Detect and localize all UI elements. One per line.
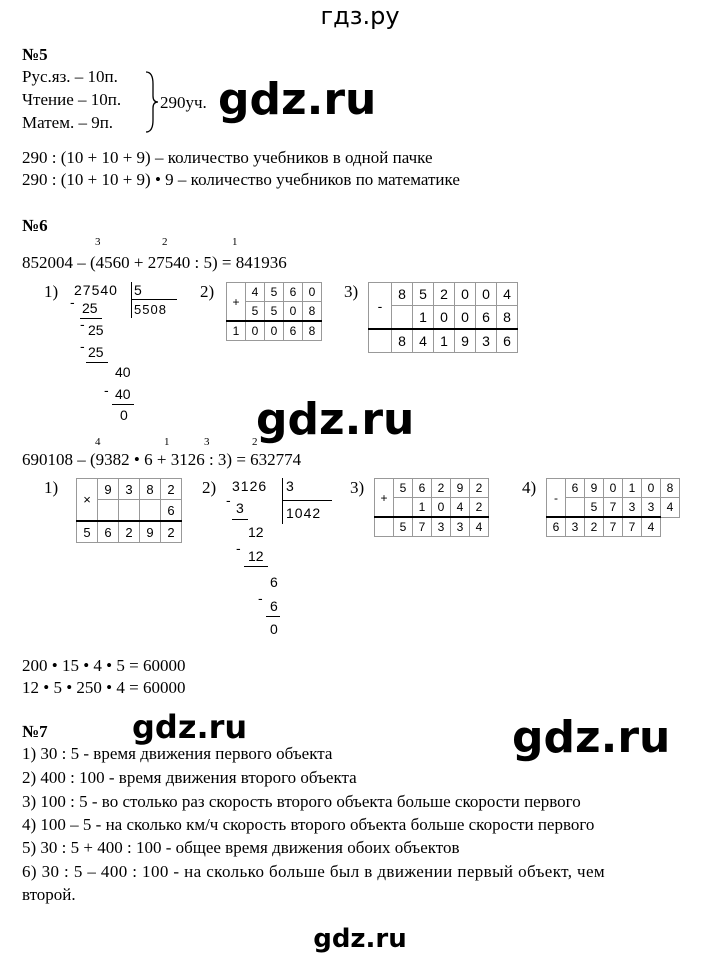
division-step: 3	[236, 500, 244, 516]
digit-cell: 2	[432, 479, 451, 498]
division-step: 6	[270, 574, 278, 590]
digit-cell: 6	[497, 329, 518, 353]
watermark: gdz.ru	[132, 708, 248, 746]
digit-cell: 2	[434, 283, 455, 306]
task5-equation-1: 290 : (10 + 10 + 9) – количество учебников в одной пачке	[22, 148, 433, 167]
task7-line: 1) 30 : 5 - время движения первого объекта	[22, 744, 333, 763]
digit-cell: 8	[140, 479, 161, 500]
expression-1: 852004 – (4560 + 27540 : 5) = 841936	[22, 253, 287, 272]
step-label: 4)	[522, 478, 537, 497]
addition-grid	[374, 478, 489, 537]
task5-label: №5	[22, 45, 48, 64]
quotient: 5508	[134, 302, 167, 317]
digit-cell	[369, 329, 392, 353]
digit-cell: 9	[140, 521, 161, 543]
subtraction-grid	[546, 478, 680, 537]
digit-cell: 5	[394, 517, 413, 537]
digit-cell: 2	[161, 479, 182, 500]
digit-cell: 3	[623, 498, 642, 518]
step-label: 1)	[44, 478, 59, 497]
digit-cell: 9	[98, 479, 119, 500]
digit-cell: 3	[432, 517, 451, 537]
step-label: 2)	[200, 282, 215, 301]
digit-cell: 4	[642, 517, 661, 537]
watermark: gdz.ru	[256, 394, 415, 445]
digit-cell: 6	[98, 521, 119, 543]
digit-cell: 6	[566, 479, 585, 498]
digit-cell: 5	[585, 498, 604, 518]
digit-cell: 0	[455, 283, 476, 306]
division-step: 6	[270, 598, 278, 614]
digit-cell: 5	[413, 283, 434, 306]
digit-cell: 5	[394, 479, 413, 498]
digit-cell: 7	[604, 498, 623, 518]
brace-icon	[144, 70, 160, 134]
division-step: 25	[82, 300, 98, 316]
digit-cell: 2	[119, 521, 140, 543]
order-mark: 3	[95, 236, 101, 248]
minus-sign: -	[70, 294, 75, 310]
divisor: 5	[134, 282, 142, 298]
digit-cell: 3	[119, 479, 140, 500]
digit-cell: 4	[246, 283, 265, 302]
digit-cell: 4	[661, 498, 680, 518]
digit-cell: 0	[246, 321, 265, 341]
task5-equation-2: 290 : (10 + 10 + 9) • 9 – количество учебников по математике	[22, 170, 460, 189]
digit-cell: 8	[392, 283, 413, 306]
digit-cell: 4	[451, 498, 470, 518]
division-step: 40	[115, 364, 131, 380]
digit-cell: 6	[413, 479, 432, 498]
digit-cell: 4	[497, 283, 518, 306]
digit-cell: 5	[265, 283, 284, 302]
digit-cell: 1	[413, 306, 434, 330]
digit-cell: 0	[432, 498, 451, 518]
digit-cell: 0	[265, 321, 284, 341]
digit-cell	[98, 500, 119, 522]
minus-sign: -	[226, 492, 231, 508]
digit-cell: 9	[455, 329, 476, 353]
subtraction-grid	[368, 282, 518, 353]
plus-sign: +	[375, 479, 394, 518]
task7-line: 5) 30 : 5 + 400 : 100 - общее время движения обоих объектов	[22, 838, 460, 857]
digit-cell: 0	[455, 306, 476, 330]
digit-cell: 2	[161, 521, 182, 543]
extra-equation-2: 12 • 5 • 250 • 4 = 60000	[22, 678, 186, 697]
extra-equation-1: 200 • 15 • 4 • 5 = 60000	[22, 656, 186, 675]
task7-label: №7	[22, 722, 48, 741]
digit-cell: 1	[434, 329, 455, 353]
digit-cell: 0	[434, 306, 455, 330]
digit-cell	[375, 517, 394, 537]
digit-cell: 0	[303, 283, 322, 302]
digit-cell: 5	[246, 302, 265, 322]
task7-line: 2) 400 : 100 - время движения второго объекта	[22, 768, 357, 787]
expression-2: 690108 – (9382 • 6 + 3126 : 3) = 632774	[22, 450, 302, 469]
digit-cell: 8	[661, 479, 680, 498]
digit-cell	[394, 498, 413, 518]
task7-line: второй.	[22, 885, 76, 904]
times-sign: ×	[77, 479, 98, 522]
task7-line: 3) 100 : 5 - во столько раз скорость второго объекта больше скорости первого	[22, 792, 581, 811]
minus-sign: -	[104, 382, 109, 398]
digit-cell: 9	[451, 479, 470, 498]
digit-cell: 3	[566, 517, 585, 537]
order-mark: 1	[164, 436, 170, 448]
minus-sign: -	[236, 540, 241, 556]
task5-line-2: Чтение – 10п.	[22, 90, 122, 109]
division-step: 25	[88, 344, 104, 360]
digit-cell	[140, 500, 161, 522]
step-label: 3)	[350, 478, 365, 497]
task6-label: №6	[22, 216, 48, 235]
digit-cell: 0	[604, 479, 623, 498]
step-label: 3)	[344, 282, 359, 301]
step-label: 2)	[202, 478, 217, 497]
order-mark: 2	[252, 436, 258, 448]
order-mark: 3	[204, 436, 210, 448]
digit-cell: 1	[227, 321, 246, 341]
watermark: gdz.ru	[512, 712, 671, 763]
digit-cell: 2	[470, 498, 489, 518]
division-step: 12	[248, 524, 264, 540]
digit-cell: 3	[642, 498, 661, 518]
task5-line-3: Матем. – 9п.	[22, 113, 114, 132]
digit-cell: 7	[604, 517, 623, 537]
multiplication-grid	[76, 478, 182, 543]
task5-total: 290уч.	[160, 93, 207, 112]
digit-cell: 2	[585, 517, 604, 537]
digit-cell: 8	[392, 329, 413, 353]
order-mark: 2	[162, 236, 168, 248]
addition-grid	[226, 282, 322, 341]
digit-cell: 6	[284, 283, 303, 302]
digit-cell	[392, 306, 413, 330]
digit-cell: 5	[265, 302, 284, 322]
digit-cell: 6	[161, 500, 182, 522]
digit-cell: 5	[77, 521, 98, 543]
task7-line: 6) 30 : 5 – 400 : 100 - на сколько больше был в движении первый объект, чем	[22, 862, 606, 881]
digit-cell: 3	[476, 329, 497, 353]
digit-cell: 2	[470, 479, 489, 498]
digit-cell: 0	[642, 479, 661, 498]
divisor: 3	[286, 478, 294, 494]
site-header: гдз.ру	[320, 2, 400, 30]
division-step: 0	[270, 621, 278, 637]
dividend: 3126	[232, 478, 268, 494]
digit-cell: 6	[284, 321, 303, 341]
digit-cell: 8	[303, 302, 322, 322]
order-mark: 4	[95, 436, 101, 448]
digit-cell: 4	[470, 517, 489, 537]
task7-line: 4) 100 – 5 - на сколько км/ч скорость второго объекта больше скорости первого	[22, 815, 595, 834]
digit-cell: 4	[413, 329, 434, 353]
digit-cell: 7	[413, 517, 432, 537]
dividend: 27540	[74, 282, 118, 298]
watermark: gdz.ru	[218, 74, 377, 125]
digit-cell	[119, 500, 140, 522]
task5-line-1: Рус.яз. – 10п.	[22, 67, 118, 86]
digit-cell: 8	[303, 321, 322, 341]
digit-cell: 6	[547, 517, 566, 537]
division-step: 12	[248, 548, 264, 564]
quotient: 1042	[286, 505, 322, 521]
watermark: gdz.ru	[313, 924, 407, 954]
division-step: 25	[88, 322, 104, 338]
minus-sign: -	[258, 590, 263, 606]
division-step: 0	[120, 407, 128, 423]
digit-cell: 6	[476, 306, 497, 330]
minus-sign: -	[80, 338, 85, 354]
digit-cell: 0	[476, 283, 497, 306]
digit-cell: 3	[451, 517, 470, 537]
order-mark: 1	[232, 236, 238, 248]
minus-sign: -	[369, 283, 392, 330]
digit-cell: 1	[623, 479, 642, 498]
digit-cell: 8	[497, 306, 518, 330]
digit-cell: 0	[284, 302, 303, 322]
digit-cell	[566, 498, 585, 518]
digit-cell: 1	[413, 498, 432, 518]
digit-cell: 7	[623, 517, 642, 537]
digit-cell: 9	[585, 479, 604, 498]
minus-sign: -	[80, 316, 85, 332]
step-label: 1)	[44, 282, 59, 301]
division-step: 40	[115, 386, 131, 402]
minus-sign: -	[547, 479, 566, 518]
plus-sign: +	[227, 283, 246, 322]
